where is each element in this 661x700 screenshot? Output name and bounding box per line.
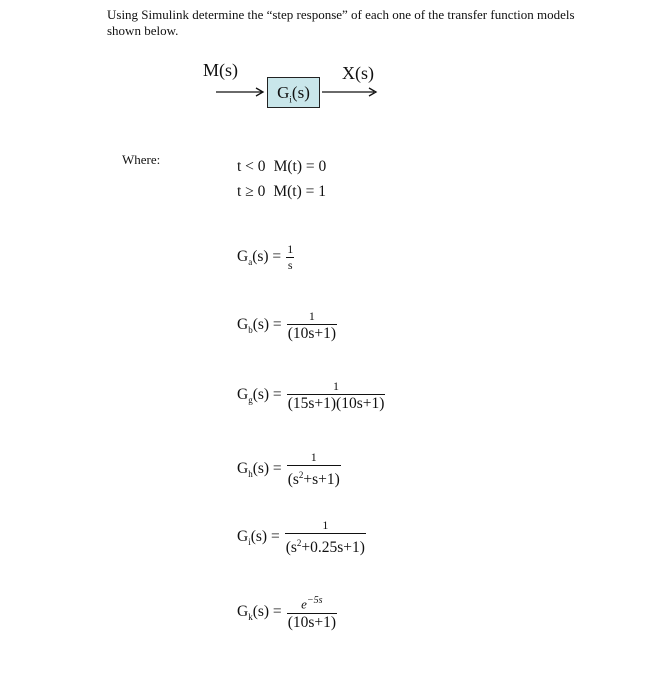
transfer-function-k: [237, 592, 337, 632]
den-part: (s: [285, 539, 297, 557]
tf-fraction: [286, 242, 294, 273]
tf-lhs: [237, 316, 282, 335]
tf-numerator: [300, 592, 323, 613]
den-exponent: 2: [296, 538, 302, 548]
block-name: G: [277, 83, 290, 102]
tf-lhs: [237, 603, 282, 622]
transfer-function-b: [237, 309, 337, 343]
tf-denominator: [287, 466, 341, 489]
tf-name: G: [237, 528, 249, 546]
den-part: +s+1): [303, 471, 340, 489]
tf-denominator: s: [287, 258, 293, 272]
block-argument: (s): [291, 83, 310, 102]
output-signal-label: X(s): [342, 63, 374, 83]
tf-subscript: k: [248, 611, 253, 622]
tf-numerator: 1: [308, 309, 315, 323]
tf-fraction: [285, 518, 366, 557]
tf-subscript: h: [248, 469, 253, 480]
problem-statement-line-1: Using Simulink determine the “step response” of each one of the transfer function models: [107, 7, 575, 22]
den-part: (s: [287, 471, 299, 489]
tf-name: G: [237, 602, 249, 620]
tf-lhs: [237, 386, 282, 405]
tf-lhs: [237, 460, 282, 479]
condition-row: [237, 158, 326, 176]
tf-name: G: [237, 316, 249, 334]
tf-fraction: [287, 592, 337, 632]
transfer-function-i: [237, 518, 366, 557]
condition-value: M(t) = 0: [273, 158, 327, 175]
block-subscript: i: [289, 94, 292, 105]
tf-lhs: [237, 528, 280, 547]
tf-subscript: a: [248, 257, 253, 268]
tf-fraction: [287, 450, 341, 489]
tf-name: G: [237, 460, 249, 478]
transfer-function-h: [237, 450, 341, 489]
tf-fraction: [287, 309, 337, 343]
where-label: Where:: [122, 152, 161, 167]
problem-statement: [107, 7, 607, 39]
condition-value: M(t) = 1: [273, 183, 326, 200]
problem-statement-line-2: shown below.: [107, 23, 179, 38]
exp-base: e: [301, 596, 307, 612]
transfer-function-block: [267, 77, 320, 108]
tf-argument: (s) =: [252, 460, 282, 478]
tf-lhs: [237, 248, 281, 267]
tf-name: G: [237, 386, 249, 404]
tf-denominator: [285, 534, 366, 557]
tf-numerator: 1: [333, 379, 340, 393]
tf-numerator: 1: [322, 518, 329, 532]
condition-time: t ≥ 0: [237, 183, 266, 200]
tf-subscript: b: [248, 325, 253, 336]
tf-denominator: (10s+1): [287, 614, 337, 632]
tf-argument: (s) =: [252, 386, 282, 404]
den-exponent: 2: [298, 470, 304, 480]
exp-power: −5s: [306, 595, 323, 606]
tf-argument: (s) =: [252, 247, 282, 265]
den-part: +0.25s+1): [301, 539, 365, 557]
tf-subscript: g: [248, 395, 253, 406]
tf-argument: (s) =: [250, 528, 280, 546]
input-signal-label: M(s): [203, 60, 238, 80]
tf-argument: (s) =: [252, 602, 282, 620]
tf-denominator: (15s+1)(10s+1): [287, 395, 385, 412]
block-diagram: [200, 58, 390, 114]
tf-numerator: 1: [310, 450, 317, 464]
tf-name: G: [237, 247, 249, 265]
transfer-function-g: [237, 379, 385, 413]
tf-fraction: [287, 379, 386, 413]
tf-numerator: 1: [287, 242, 294, 256]
condition-time: t < 0: [237, 158, 266, 175]
condition-row: [237, 183, 326, 201]
tf-argument: (s) =: [252, 316, 282, 334]
tf-denominator: (10s+1): [287, 325, 337, 342]
tf-subscript: i: [248, 537, 251, 548]
transfer-function-a: [237, 242, 294, 273]
